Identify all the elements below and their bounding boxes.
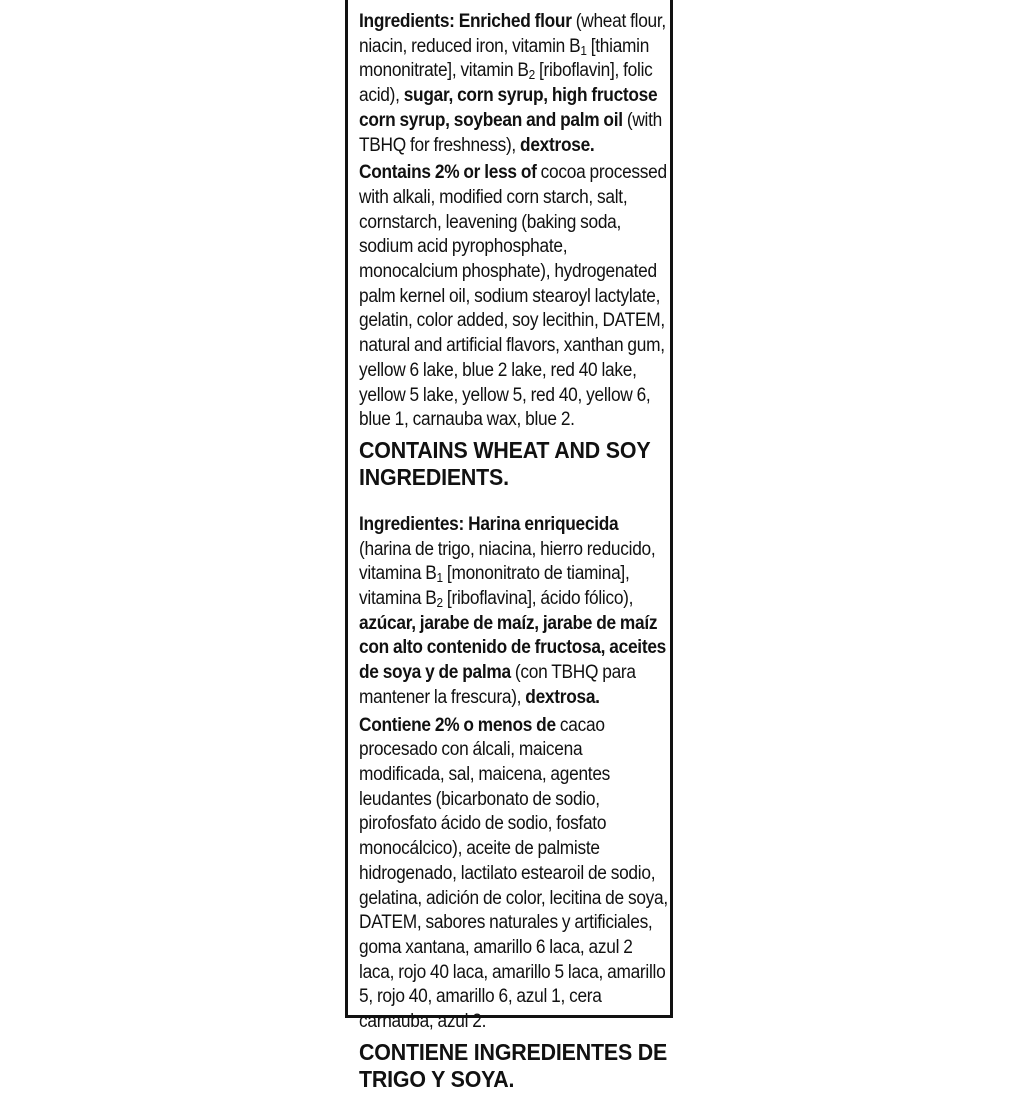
english-contains-less-paragraph <box>359 161 668 433</box>
spanish-enriched-flour: Harina enriquecida <box>468 513 619 535</box>
english-b2-subscript: 2 <box>528 67 535 83</box>
spanish-dextrose: dextrosa. <box>525 686 600 708</box>
spanish-ingredients-label: Ingredientes: <box>359 513 465 535</box>
ingredients-panel <box>345 0 673 1092</box>
english-b1-subscript: 1 <box>580 42 587 58</box>
spanish-tbhq-note: (con TBHQ para mantener la frescura), <box>359 662 636 708</box>
spanish-contains-less-label: Contiene 2% o menos de <box>359 714 556 736</box>
english-contains-less-label: Contains 2% or less of <box>359 162 537 184</box>
english-ingredients-paragraph <box>359 10 668 158</box>
spanish-sweeteners-oils: azúcar, jarabe de maíz, jarabe de maíz con alto contenido de fructosa, aceites de soya y de palma <box>359 612 667 684</box>
section-gap <box>359 491 668 513</box>
english-enriched-flour: Enriched flour <box>458 11 572 32</box>
english-flour-detail-3: [riboflavin], folic acid), <box>359 60 653 107</box>
ingredients-content <box>359 10 668 1093</box>
english-flour-detail-1: (wheat flour, niacin, reduced iron, vitamin B <box>359 11 666 57</box>
english-dextrose: dextrose. <box>520 134 595 156</box>
english-tbhq-note: (with TBHQ for freshness), <box>359 109 663 156</box>
spanish-contains-less-text: cacao procesado con álcali, maicena modificada, sal, maicena, agentes leudantes (bicarbonato de sodio, pirofosfato ácido de sodio, fosfato monocálcico), aceite de palmiste hidrogenado, lactilato estearoil de sodio, gelatina, adición de color, lecitina de soya, DATEM, sabores naturales y artificiales, goma xantana, amarillo 6 laca, azul 2 laca, rojo 40 laca, amarillo 5 laca, amarillo 5, rojo 40, amarillo 6, azul 1, cera carnauba, azul 2. <box>359 714 668 1033</box>
spanish-ingredients-paragraph <box>359 513 668 711</box>
english-flour-detail-2: [thiamin mononitrate], vitamin B <box>359 35 650 82</box>
english-allergen-warning: CONTAINS WHEAT AND SOY INGREDIENTS. <box>359 436 651 490</box>
spanish-allergen-warning: CONTIENE INGREDIENTES DE TRIGO Y SOYA. <box>359 1038 668 1092</box>
english-sweeteners-oils: sugar, corn syrup, high fructose corn syrup, soybean and palm oil <box>359 85 658 131</box>
spanish-flour-detail-2: [mononitrato de tiamina], vitamina B <box>359 563 630 610</box>
spanish-contains-less-paragraph <box>359 714 668 1035</box>
english-contains-less-text: cocoa processed with alkali, modified corn starch, salt, cornstarch, leavening (baking soda, sodium acid pyrophosphate, monocalcium phosphate), hydrogenated palm kernel oil, sodium stearoyl lactylate, gelatin, color added, soy lecithin, DATEM, natural and artificial flavors, xanthan gum, yellow 6 lake, blue 2 lake, red 40 lake, yellow 5 lake, yellow 5, red 40, yellow 6, blue 1, carnauba wax, blue 2. <box>359 162 667 431</box>
spanish-b1-subscript: 1 <box>436 570 443 586</box>
english-ingredients-label: Ingredients: <box>359 11 455 32</box>
spanish-b2-subscript: 2 <box>436 595 443 611</box>
spanish-flour-detail-1: (harina de trigo, niacina, hierro reducido, vitamina B <box>359 538 656 585</box>
spanish-flour-detail-3: [riboflavina], ácido fólico), <box>442 588 634 610</box>
